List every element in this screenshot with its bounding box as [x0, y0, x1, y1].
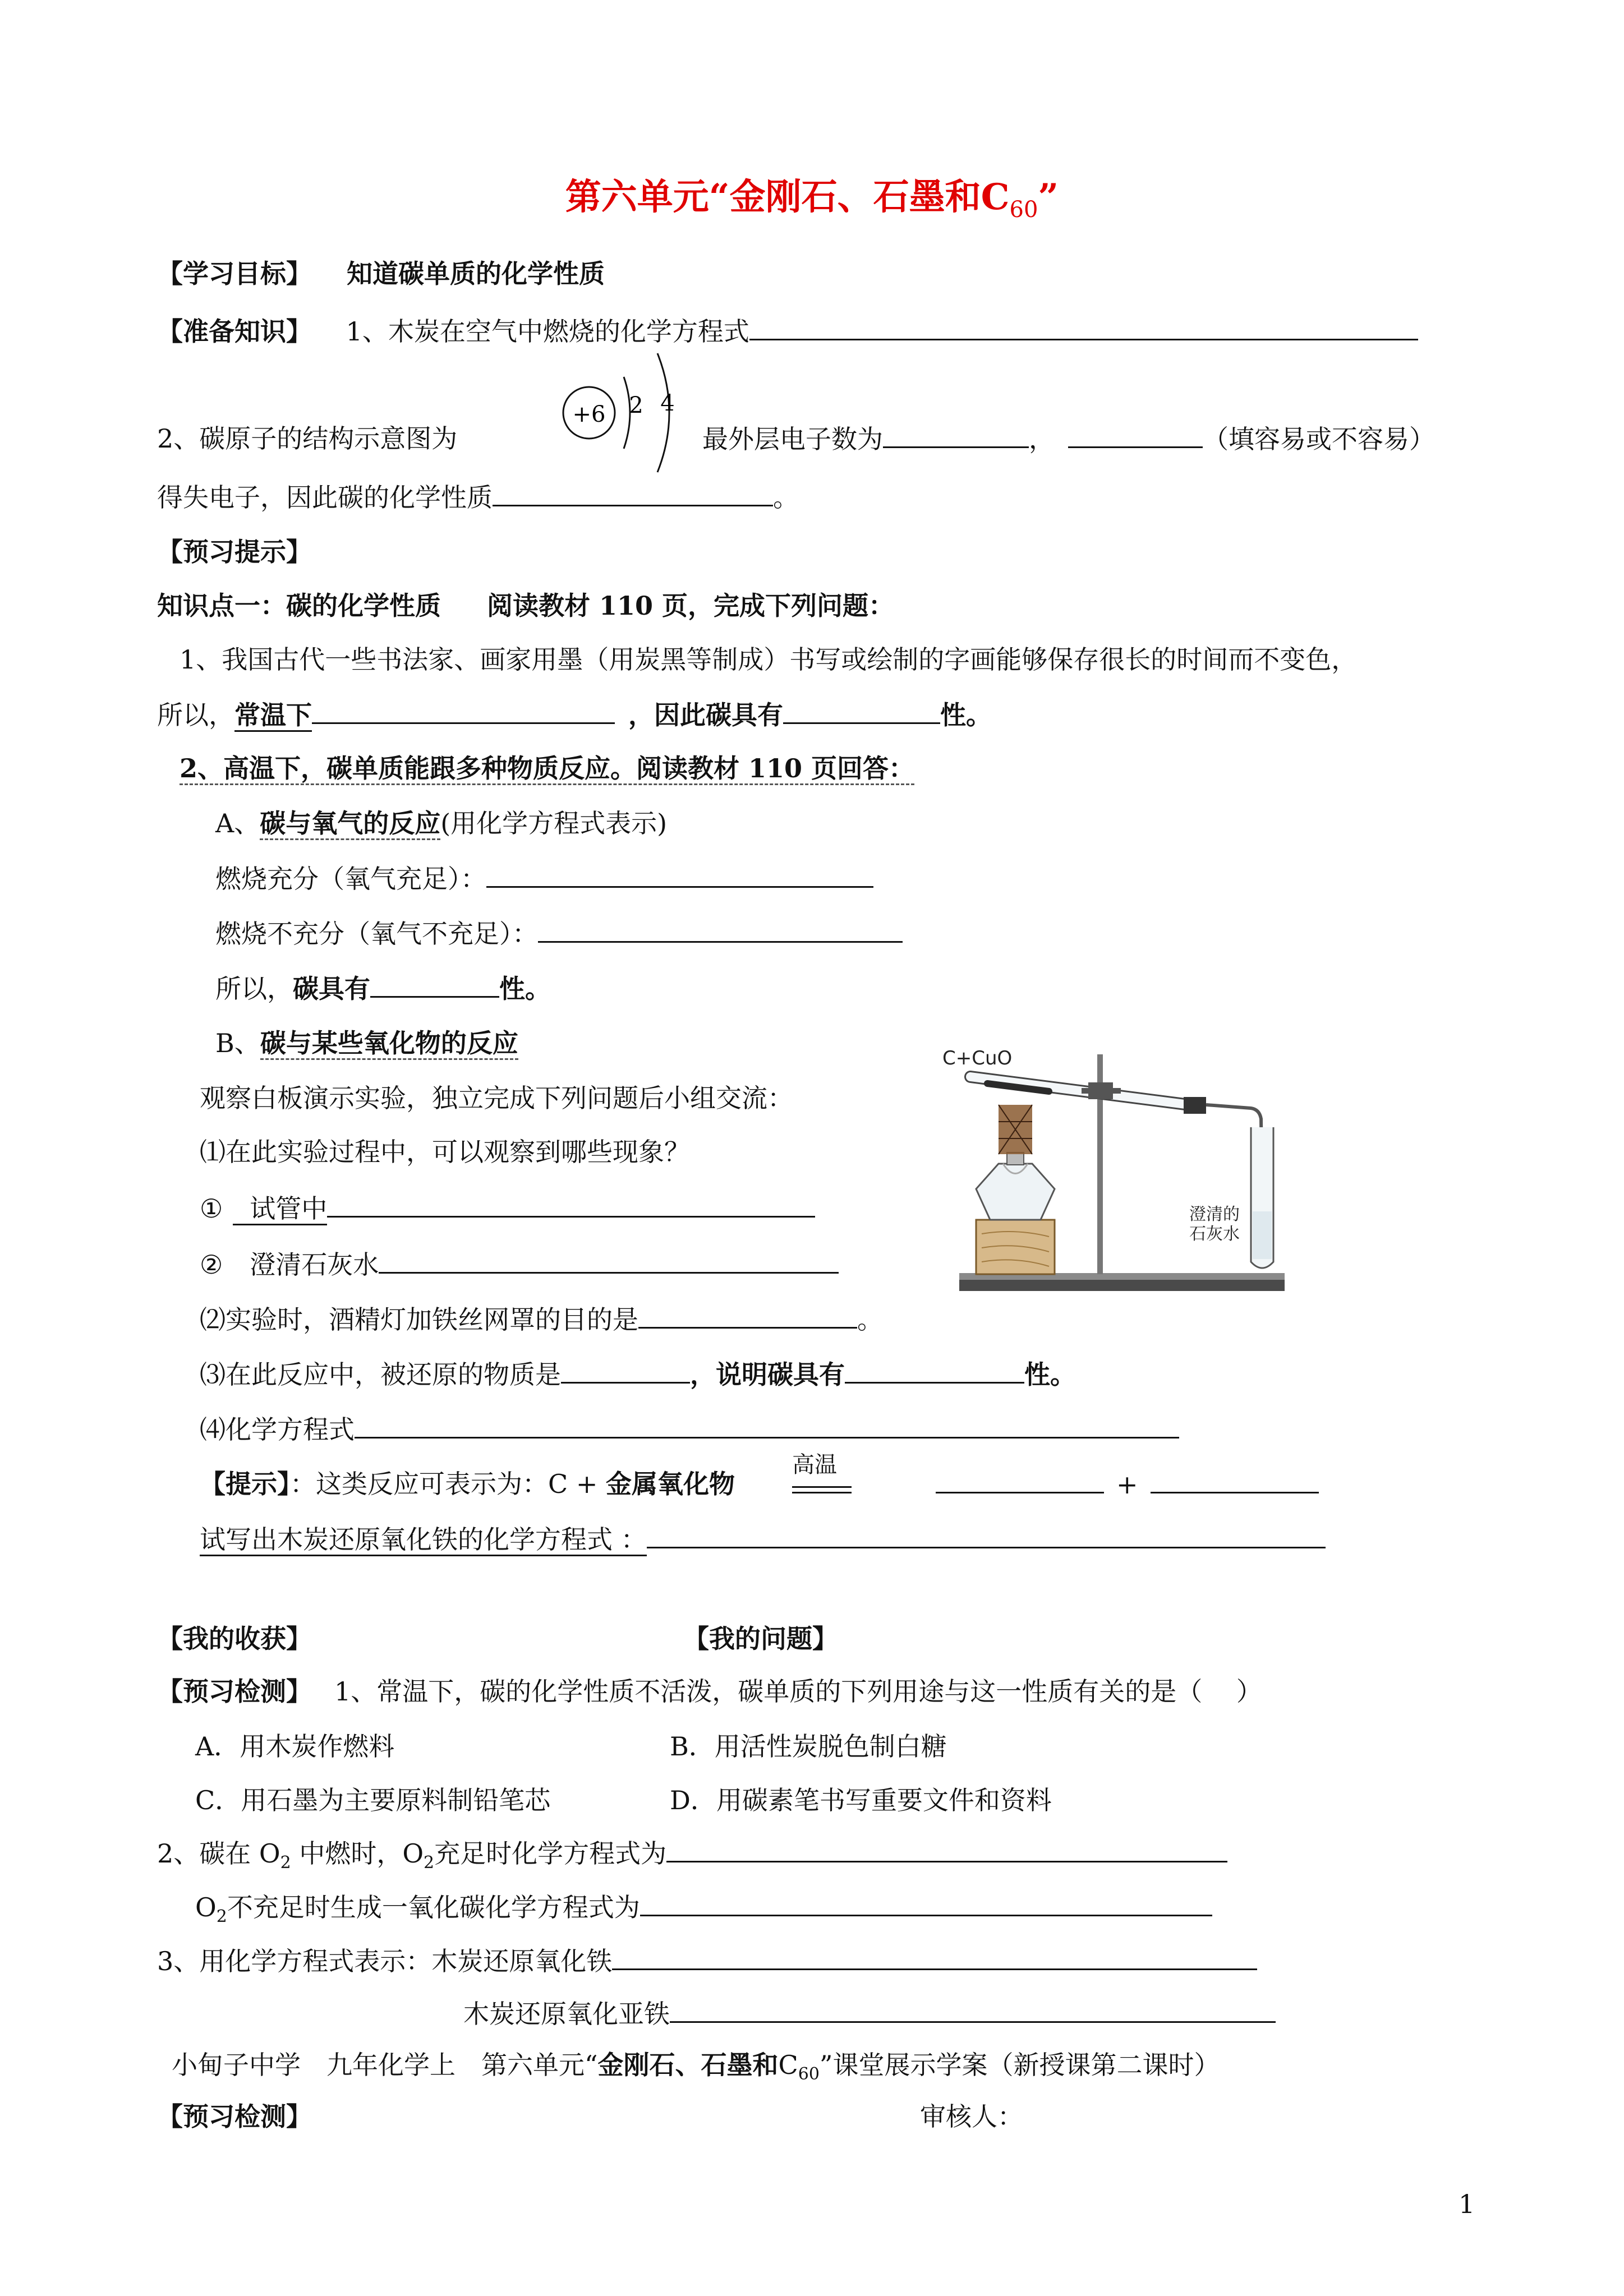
option-c[interactable]: C．用石墨为主要原料制铅笔芯	[195, 1785, 551, 1815]
option-b[interactable]: B．用活性炭脱色制白糖	[670, 1731, 947, 1762]
option-d[interactable]: D．用碳素笔书写重要文件和资料	[670, 1785, 1052, 1815]
atom-structure-line: 2、碳原子的结构示意图为	[157, 423, 458, 454]
answer-blank[interactable]	[666, 1836, 1227, 1862]
footer-course-line: 小甸子中学 九年化学上 第六单元“金刚石、石墨和$C_{60}$”课堂展示学案（新授课第二课时）	[172, 2050, 1220, 2085]
tip-line: 【提示】：这类反应可表示为：C + 金属氧化物	[200, 1469, 735, 1499]
answer-blank[interactable]	[640, 1890, 1212, 1916]
footer-check-label: 【预习检测】	[157, 2101, 312, 2132]
check-question-2-line1: 2、碳在 $O_2$ 中燃时，$O_2$充足时化学方程式为	[157, 1836, 1227, 1880]
answer-blank[interactable]	[936, 1467, 1104, 1493]
question-2: 2、高温下，碳单质能跟多种物质反应。阅读教材 110 页回答：	[180, 751, 914, 785]
answer-blank[interactable]	[355, 1412, 1179, 1439]
question-1-line2: 所以，常温下 ，因此碳具有 性。	[157, 698, 992, 732]
page-title: 第六单元“金刚石、石墨和$C_{60}$”	[565, 176, 1059, 223]
check-question-3-line1: 3、用化学方程式表示：木炭还原氧化铁	[157, 1944, 1257, 1978]
outer-electrons-line: 最外层电子数为 ， （填容易或不容易）	[702, 422, 1435, 456]
reaction-condition: 高温	[792, 1452, 837, 1478]
answer-blank[interactable]	[1068, 422, 1203, 448]
check-question-1: 【预习检测】 1、常温下，碳的化学性质不活泼，碳单质的下列用途与这一性质有关的是（ ）	[157, 1676, 1262, 1707]
nucleus-charge: +6	[572, 402, 606, 427]
part-a-heading: A、碳与氧气的反应(用化学方程式表示)	[215, 806, 667, 840]
carbon-atom-diagram	[555, 342, 701, 482]
section-label-preview: 【预习提示】	[157, 537, 312, 567]
answer-blank[interactable]	[486, 861, 873, 888]
answer-blank[interactable]	[883, 422, 1029, 448]
answer-blank[interactable]	[493, 480, 773, 506]
figure-label-limewater-1: 澄清的	[1189, 1205, 1240, 1224]
answer-blank[interactable]	[538, 916, 903, 943]
answer-blank[interactable]	[327, 1191, 815, 1218]
part-b-choice-1: ① 试管中	[200, 1191, 815, 1225]
reaction-line-top	[792, 1486, 852, 1488]
part-b-heading: B、碳与某些氧化物的反应	[215, 1026, 518, 1060]
figure-label-reagent: C+CuO	[942, 1047, 1013, 1069]
answer-blank[interactable]	[561, 1357, 690, 1384]
answer-blank[interactable]	[379, 1247, 839, 1274]
part-b-q3: ⑶在此反应中，被还原的物质是 ，说明碳具有 性。	[200, 1357, 1076, 1391]
answer-blank[interactable]	[312, 698, 615, 724]
experiment-apparatus-figure	[937, 1043, 1329, 1301]
section-label-harvest: 【我的收获】	[157, 1624, 312, 1654]
answer-blank[interactable]	[749, 314, 1418, 340]
product-blanks: +	[936, 1467, 1319, 1501]
answer-blank[interactable]	[670, 1997, 1276, 2023]
part-b-choice-2: ② 澄清石灰水	[200, 1247, 839, 1281]
knowledge-point-1: 知识点一：碳的化学性质 阅读教材 110 页，完成下列问题：	[157, 591, 895, 621]
footer-reviewer: 审核人：	[920, 2101, 1023, 2132]
section-label-my-question: 【我的问题】	[683, 1624, 838, 1654]
section-label-goal: 【学习目标】 知道碳单质的化学性质	[157, 259, 605, 289]
part-a-partial-combustion: 燃烧不充分（氧气不充足）：	[215, 916, 903, 951]
check-question-2-line2: $O_2$不充足时生成一氧化碳化学方程式为	[195, 1890, 1212, 1934]
part-b-q4: ⑷化学方程式	[200, 1412, 1179, 1446]
chemical-property-line: 得失电子，因此碳的化学性质 。	[157, 480, 799, 514]
shell-1-electrons: 2	[629, 393, 643, 418]
part-b-q1: ⑴在此实验过程中，可以观察到哪些现象？	[200, 1137, 690, 1167]
check-question-3-line2: 木炭还原氧化亚铁	[463, 1997, 1276, 2031]
page-number: 1	[1459, 2189, 1475, 2219]
try-fe2o3-equation: 试写出木炭还原氧化铁的化学方程式 ：	[200, 1522, 1326, 1556]
answer-blank[interactable]	[783, 698, 940, 724]
option-a[interactable]: A．用木炭作燃料	[195, 1731, 395, 1762]
answer-blank[interactable]	[370, 971, 499, 998]
figure-label-limewater-2: 石灰水	[1189, 1224, 1240, 1244]
shell-2-electrons: 4	[660, 390, 675, 416]
answer-blank[interactable]	[1151, 1467, 1319, 1493]
answer-blank[interactable]	[647, 1522, 1326, 1548]
answer-blank[interactable]	[845, 1357, 1024, 1384]
part-b-observe: 观察白板演示实验，独立完成下列问题后小组交流：	[200, 1083, 793, 1113]
reaction-line-bottom	[792, 1492, 852, 1493]
question-1-line1: 1、我国古代一些书法家、画家用墨（用炭黑等制成）书写或绘制的字画能够保存很长的时间而不变色，	[180, 644, 1358, 675]
prep-item-1: 【准备知识】 1、木炭在空气中燃烧的化学方程式	[157, 314, 1418, 348]
part-a-conclusion: 所以，碳具有 性。	[215, 971, 551, 1006]
answer-blank[interactable]	[638, 1302, 857, 1329]
answer-blank[interactable]	[612, 1944, 1257, 1970]
part-b-q2: ⑵实验时，酒精灯加铁丝网罩的目的是 。	[200, 1302, 883, 1336]
part-a-full-combustion: 燃烧充分（氧气充足）：	[215, 861, 873, 896]
